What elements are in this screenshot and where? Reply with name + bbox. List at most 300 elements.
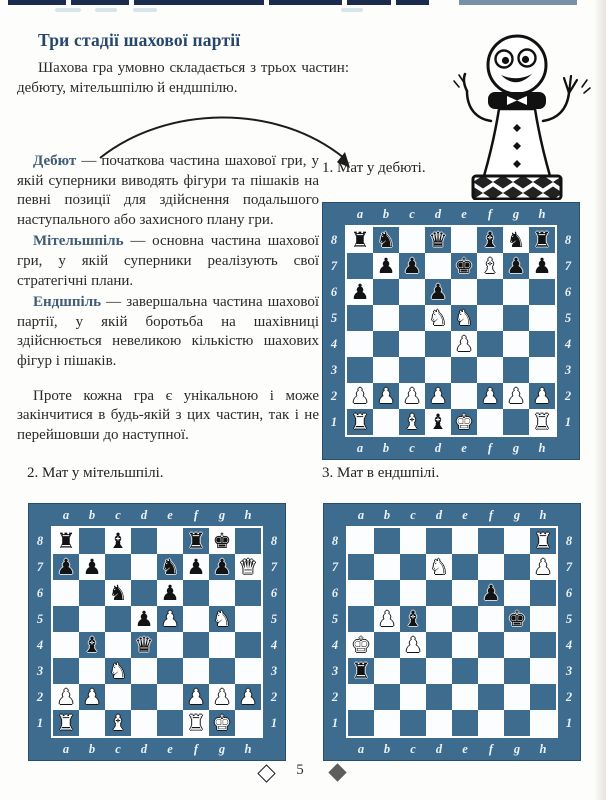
square-b5 <box>374 606 400 632</box>
rank-label: 2 <box>564 389 572 403</box>
rank-label: 5 <box>330 311 338 325</box>
square-e1 <box>451 409 477 435</box>
file-label: a <box>356 440 364 455</box>
square-c1 <box>399 409 425 435</box>
square-a6 <box>348 580 374 606</box>
square-a3 <box>53 658 79 684</box>
square-g8 <box>503 227 529 253</box>
square-f2 <box>478 684 504 710</box>
paragraph-text: — завершальна частина шахової партії, у якій боротьба на шахівниці здійснюється невеликою кількістю шахових фігур і пішаків. <box>17 294 319 369</box>
rank-label: 7 <box>564 259 572 273</box>
rank-label: 7 <box>36 560 44 574</box>
rank-label: 4 <box>270 638 278 652</box>
square-g4 <box>503 331 529 357</box>
rank-label: 5 <box>565 612 573 626</box>
black-pawn-piece: ♟ <box>134 607 154 631</box>
square-f6 <box>477 279 503 305</box>
white-king-piece: ♚ <box>454 410 474 434</box>
rank-label: 5 <box>564 311 572 325</box>
square-b8 <box>79 528 105 554</box>
file-label: h <box>539 507 547 522</box>
black-rook-piece: ♜ <box>350 228 370 252</box>
rank-label: 3 <box>330 363 338 377</box>
rank-label: 2 <box>36 690 44 704</box>
square-d8 <box>425 227 451 253</box>
square-c6 <box>399 279 425 305</box>
square-g7 <box>504 554 530 580</box>
square-g3 <box>209 658 235 684</box>
square-e3 <box>452 658 478 684</box>
square-d6 <box>425 279 451 305</box>
white-bishop-piece: ♝ <box>108 711 128 735</box>
square-b8 <box>374 528 400 554</box>
square-a5 <box>347 305 373 331</box>
square-h7 <box>530 554 556 580</box>
square-a1 <box>348 710 374 736</box>
square-c4 <box>105 632 131 658</box>
file-label: b <box>382 206 390 221</box>
black-pawn-piece: ♟ <box>481 581 501 605</box>
square-e4 <box>451 331 477 357</box>
square-b5 <box>373 305 399 331</box>
file-label: d <box>434 206 442 221</box>
white-knight-piece: ♞ <box>429 555 449 579</box>
chessboard-endgame-mate <box>323 503 581 761</box>
square-c1 <box>105 710 131 736</box>
square-b7 <box>79 554 105 580</box>
square-f3 <box>478 658 504 684</box>
white-pawn-piece: ♟ <box>506 384 526 408</box>
rank-label: 7 <box>270 560 278 574</box>
body-text-column <box>17 152 319 447</box>
file-label: e <box>462 741 468 756</box>
rank-label: 6 <box>330 285 338 299</box>
square-g1 <box>503 409 529 435</box>
black-king-piece: ♚ <box>212 529 232 553</box>
file-labels-bottom <box>345 437 557 459</box>
square-e7 <box>452 554 478 580</box>
page-edge-shadow <box>594 0 606 800</box>
white-pawn-piece: ♟ <box>56 685 76 709</box>
square-c8 <box>400 528 426 554</box>
square-d7 <box>426 554 452 580</box>
black-bishop-piece: ♝ <box>108 529 128 553</box>
black-pawn-piece: ♟ <box>160 581 180 605</box>
file-label: d <box>435 741 443 756</box>
chessboard-opening-mate <box>322 202 580 460</box>
square-b1 <box>373 409 399 435</box>
black-rook-piece: ♜ <box>532 228 552 252</box>
rank-label: 5 <box>36 612 44 626</box>
square-h8 <box>530 528 556 554</box>
square-b3 <box>373 357 399 383</box>
square-g7 <box>209 554 235 580</box>
file-label: d <box>140 741 148 756</box>
square-c6 <box>400 580 426 606</box>
rank-label: 1 <box>330 415 338 429</box>
square-b6 <box>374 580 400 606</box>
diagram-caption-2: 2. Мат у мітельшпілі. <box>27 465 164 481</box>
square-e2 <box>451 383 477 409</box>
black-knight-piece: ♞ <box>108 581 128 605</box>
square-a2 <box>53 684 79 710</box>
square-b2 <box>373 383 399 409</box>
rank-label: 1 <box>564 415 572 429</box>
square-d4 <box>131 632 157 658</box>
mascot-left-arm <box>467 91 491 121</box>
white-knight-piece: ♞ <box>108 659 128 683</box>
square-a4 <box>347 331 373 357</box>
white-pawn-piece: ♟ <box>480 384 500 408</box>
square-b2 <box>374 684 400 710</box>
black-king-piece: ♚ <box>507 607 527 631</box>
square-f1 <box>478 710 504 736</box>
square-b7 <box>374 554 400 580</box>
square-f4 <box>478 632 504 658</box>
square-g2 <box>209 684 235 710</box>
square-a4 <box>53 632 79 658</box>
square-h6 <box>235 580 261 606</box>
square-c5 <box>399 305 425 331</box>
square-c8 <box>399 227 425 253</box>
white-king-piece: ♚ <box>351 633 371 657</box>
paragraph-note <box>17 387 319 446</box>
rank-label: 6 <box>331 586 339 600</box>
white-queen-piece: ♛ <box>238 555 258 579</box>
file-label: h <box>244 741 252 756</box>
file-label: g <box>512 206 520 221</box>
rank-labels-left <box>324 526 346 738</box>
page-title: Три стадії шахової партії <box>38 30 241 50</box>
square-h3 <box>529 357 555 383</box>
black-pawn-piece: ♟ <box>376 254 396 278</box>
square-e4 <box>452 632 478 658</box>
rank-label: 4 <box>564 337 572 351</box>
square-b3 <box>79 658 105 684</box>
square-b6 <box>79 580 105 606</box>
square-e5 <box>451 305 477 331</box>
rank-label: 7 <box>330 259 338 273</box>
file-label: h <box>244 507 252 522</box>
square-f3 <box>477 357 503 383</box>
square-d1 <box>426 710 452 736</box>
square-f7 <box>183 554 209 580</box>
file-label: c <box>115 507 121 522</box>
square-c5 <box>105 606 131 632</box>
square-a5 <box>53 606 79 632</box>
white-pawn-piece: ♟ <box>403 633 423 657</box>
black-king-piece: ♚ <box>454 254 474 278</box>
square-g6 <box>209 580 235 606</box>
file-label: h <box>539 741 547 756</box>
square-a2 <box>347 383 373 409</box>
rank-label: 5 <box>331 612 339 626</box>
square-f8 <box>183 528 209 554</box>
file-labels-bottom <box>346 738 558 760</box>
square-c4 <box>399 331 425 357</box>
square-f2 <box>183 684 209 710</box>
file-label: f <box>488 741 494 756</box>
file-label: a <box>357 741 365 756</box>
square-e8 <box>452 528 478 554</box>
square-a5 <box>348 606 374 632</box>
square-h3 <box>530 658 556 684</box>
rank-label: 6 <box>564 285 572 299</box>
square-c6 <box>105 580 131 606</box>
square-e6 <box>157 580 183 606</box>
square-c2 <box>400 684 426 710</box>
square-a8 <box>53 528 79 554</box>
rank-label: 4 <box>36 638 44 652</box>
file-label: g <box>512 440 520 455</box>
rank-label: 3 <box>270 664 278 678</box>
square-a3 <box>347 357 373 383</box>
file-label: d <box>140 507 148 522</box>
square-f5 <box>183 606 209 632</box>
square-h8 <box>529 227 555 253</box>
rank-label: 3 <box>565 664 573 678</box>
square-c4 <box>400 632 426 658</box>
square-e6 <box>452 580 478 606</box>
square-a2 <box>348 684 374 710</box>
square-c8 <box>105 528 131 554</box>
black-queen-piece: ♛ <box>428 228 448 252</box>
black-pawn-piece: ♟ <box>428 280 448 304</box>
paragraph-text: Проте кожна гра є унікальною і може закінчитися в будь-якій з цих частин, так і не перейшовши до наступної. <box>17 387 319 443</box>
rank-label: 2 <box>331 690 339 704</box>
rank-label: 7 <box>331 560 339 574</box>
square-g3 <box>503 357 529 383</box>
square-f7 <box>478 554 504 580</box>
rank-label: 1 <box>270 716 278 730</box>
rank-labels-right <box>263 526 285 738</box>
square-e3 <box>451 357 477 383</box>
square-f1 <box>477 409 503 435</box>
square-e3 <box>157 658 183 684</box>
file-label: e <box>167 507 173 522</box>
square-f8 <box>477 227 503 253</box>
square-b4 <box>79 632 105 658</box>
square-h4 <box>530 632 556 658</box>
square-b6 <box>373 279 399 305</box>
board-squares <box>51 526 263 738</box>
rank-label: 2 <box>270 690 278 704</box>
square-a3 <box>348 658 374 684</box>
square-e8 <box>157 528 183 554</box>
file-label: b <box>88 507 96 522</box>
term-middlegame: Мітельшпіль <box>33 233 124 250</box>
paragraph-debut <box>17 152 319 230</box>
white-rook-piece: ♜ <box>350 410 370 434</box>
white-pawn-piece: ♟ <box>377 607 397 631</box>
rank-label: 8 <box>330 233 338 247</box>
rank-labels-left <box>323 225 345 437</box>
square-d4 <box>425 331 451 357</box>
square-h6 <box>529 279 555 305</box>
square-d2 <box>425 383 451 409</box>
file-label: c <box>410 741 416 756</box>
square-c3 <box>400 658 426 684</box>
square-g1 <box>504 710 530 736</box>
white-bishop-piece: ♝ <box>480 254 500 278</box>
black-pawn-piece: ♟ <box>186 555 206 579</box>
rank-labels-right <box>558 526 580 738</box>
square-c7 <box>400 554 426 580</box>
white-rook-piece: ♜ <box>532 410 552 434</box>
file-label: d <box>435 507 443 522</box>
black-rook-piece: ♜ <box>186 529 206 553</box>
file-label: g <box>218 507 226 522</box>
square-h4 <box>235 632 261 658</box>
square-c1 <box>400 710 426 736</box>
square-e1 <box>452 710 478 736</box>
rank-labels-left <box>29 526 51 738</box>
square-e4 <box>157 632 183 658</box>
white-pawn-piece: ♟ <box>402 384 422 408</box>
footer-outline-diamond-icon <box>257 764 275 782</box>
rank-label: 3 <box>564 363 572 377</box>
square-b8 <box>373 227 399 253</box>
square-h5 <box>235 606 261 632</box>
black-pawn-piece: ♟ <box>506 254 526 278</box>
file-label: a <box>357 507 365 522</box>
black-pawn-piece: ♟ <box>82 555 102 579</box>
mascot-right-arm <box>543 93 569 121</box>
square-d5 <box>426 606 452 632</box>
square-h7 <box>235 554 261 580</box>
square-c3 <box>105 658 131 684</box>
square-d6 <box>131 580 157 606</box>
file-label: c <box>410 507 416 522</box>
square-h2 <box>529 383 555 409</box>
square-e8 <box>451 227 477 253</box>
black-rook-piece: ♜ <box>351 659 371 683</box>
square-b4 <box>373 331 399 357</box>
chessboard-middlegame-mate <box>28 503 286 761</box>
rank-label: 1 <box>36 716 44 730</box>
square-d1 <box>131 710 157 736</box>
square-a7 <box>347 253 373 279</box>
square-g8 <box>504 528 530 554</box>
square-e7 <box>451 253 477 279</box>
black-pawn-piece: ♟ <box>402 254 422 278</box>
white-rook-piece: ♜ <box>56 711 76 735</box>
black-bishop-piece: ♝ <box>480 228 500 252</box>
file-label: h <box>538 440 546 455</box>
rank-label: 1 <box>565 716 573 730</box>
square-d8 <box>131 528 157 554</box>
black-pawn-piece: ♟ <box>212 555 232 579</box>
file-label: c <box>115 741 121 756</box>
file-label: d <box>434 440 442 455</box>
rank-label: 3 <box>36 664 44 678</box>
file-label: a <box>356 206 364 221</box>
square-g1 <box>209 710 235 736</box>
square-e2 <box>157 684 183 710</box>
square-f8 <box>478 528 504 554</box>
rank-label: 6 <box>565 586 573 600</box>
rank-label: 1 <box>331 716 339 730</box>
rank-label: 3 <box>331 664 339 678</box>
square-c2 <box>105 684 131 710</box>
white-knight-piece: ♞ <box>428 306 448 330</box>
white-pawn-piece: ♟ <box>376 384 396 408</box>
file-label: e <box>461 440 467 455</box>
white-pawn-piece: ♟ <box>82 685 102 709</box>
file-label: h <box>538 206 546 221</box>
square-a4 <box>348 632 374 658</box>
square-h8 <box>235 528 261 554</box>
square-c3 <box>399 357 425 383</box>
square-a1 <box>347 409 373 435</box>
white-pawn-piece: ♟ <box>428 384 448 408</box>
square-g6 <box>504 580 530 606</box>
board-squares <box>345 225 557 437</box>
white-pawn-piece: ♟ <box>186 685 206 709</box>
square-h6 <box>530 580 556 606</box>
square-g2 <box>504 684 530 710</box>
black-rook-piece: ♜ <box>56 529 76 553</box>
file-label: c <box>409 206 415 221</box>
rank-label: 4 <box>565 638 573 652</box>
square-f6 <box>183 580 209 606</box>
rank-label: 8 <box>565 534 573 548</box>
square-d3 <box>425 357 451 383</box>
paragraph-middlegame <box>17 232 319 291</box>
white-knight-piece: ♞ <box>454 306 474 330</box>
square-a8 <box>347 227 373 253</box>
square-d3 <box>131 658 157 684</box>
square-g8 <box>209 528 235 554</box>
white-pawn-piece: ♟ <box>350 384 370 408</box>
square-d5 <box>131 606 157 632</box>
square-d5 <box>425 305 451 331</box>
square-d2 <box>426 684 452 710</box>
square-f4 <box>183 632 209 658</box>
file-labels-top <box>346 504 558 526</box>
square-f5 <box>478 606 504 632</box>
file-label: g <box>513 741 521 756</box>
square-h4 <box>529 331 555 357</box>
file-label: b <box>382 440 390 455</box>
square-g6 <box>503 279 529 305</box>
file-label: c <box>409 440 415 455</box>
rank-label: 5 <box>270 612 278 626</box>
square-a7 <box>348 554 374 580</box>
file-label: g <box>218 741 226 756</box>
file-labels-top <box>345 203 557 225</box>
black-knight-piece: ♞ <box>506 228 526 252</box>
square-c7 <box>399 253 425 279</box>
square-c7 <box>105 554 131 580</box>
rank-label: 6 <box>36 586 44 600</box>
black-bishop-piece: ♝ <box>82 633 102 657</box>
square-e7 <box>157 554 183 580</box>
square-g5 <box>209 606 235 632</box>
square-b7 <box>373 253 399 279</box>
square-h3 <box>235 658 261 684</box>
black-queen-piece: ♛ <box>134 633 154 657</box>
white-king-piece: ♚ <box>212 711 232 735</box>
square-h2 <box>235 684 261 710</box>
square-f5 <box>477 305 503 331</box>
square-h7 <box>529 253 555 279</box>
square-d7 <box>425 253 451 279</box>
square-h1 <box>530 710 556 736</box>
rank-label: 8 <box>331 534 339 548</box>
rank-label: 6 <box>270 586 278 600</box>
square-f4 <box>477 331 503 357</box>
